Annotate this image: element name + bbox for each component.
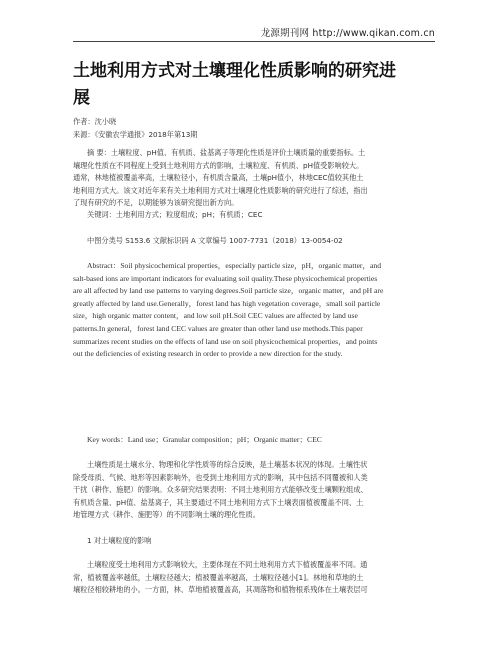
- body-paragraph-2: [73, 559, 435, 597]
- abstract-en-line: are all affected by land use patterns to varying degrees.Soil particle size，organic matter，and pH are: [73, 286, 384, 296]
- abstract-cn-line: 了现有研究的不足，以期能够为该研究提出新方向。: [73, 198, 239, 208]
- body-line: 土壤性质是土壤水分、物理和化学性质等的综合反映，是土壤基本状况的体现。土壤性状: [87, 460, 368, 469]
- section-heading: [73, 535, 435, 548]
- abstract-en-line: patterns.In general，forest land CEC values are greater than other land use methods.This paper: [73, 323, 363, 333]
- abstract-en: [73, 260, 435, 361]
- keywords-en-text: Key words：Land use；Granular composition；pH；Organic matter；CEC: [87, 435, 322, 444]
- body-line: 土壤粒度受土地利用方式影响较大，主要体现在不同土地利用方式下植被覆盖率不同。通: [87, 560, 368, 569]
- abstract-cn-line: 通常，林地植被覆盖率高，土壤粒径小，有机质含量高，土壤pH值小，林地CEC值较其他土: [73, 173, 364, 183]
- keywords-cn: [73, 209, 435, 222]
- abstract-en-line: out the deficiencies of existing research in order to provide a new direction for the study.: [73, 349, 343, 359]
- body-line: 除受母质、气候、地形等因素影响外，也受到土地利用方式的影响，其中包括不同覆被和人类: [73, 472, 368, 482]
- body-line: 常，植被覆盖率越低，土壤粒径越大；植被覆盖率越高，土壤粒径越小[1]。林地和草地的土: [73, 572, 364, 582]
- body-line: 干扰（耕作、施肥）的影响。众多研究结果表明：不同土地利用方式能够改变土壤颗粒组成、: [73, 485, 368, 495]
- keywords-en: [73, 434, 435, 447]
- abstract-cn: [73, 147, 435, 210]
- body-line: 有机质含量、pH值、盐基离子，其主要通过不同土地利用方式下土壤表面植被覆盖不同、土: [73, 497, 364, 507]
- abstract-en-line: greatly affected by land use.Generally，forest land has high vegetation coverage，small soil particle: [73, 298, 381, 308]
- body-line: 地管理方式（耕作、施肥等）的不同影响土壤的理化性质。: [73, 510, 260, 520]
- abstract-en-line: summarizes recent studies on the effects of land use on soil physicochemical properties，and points: [73, 336, 378, 346]
- abstract-en-line: Abstract：Soil physicochemical properties，especially particle size，pH，organic matter，and: [87, 261, 382, 270]
- author-line: 作者：沈小晓: [73, 117, 117, 126]
- title-line-1: 土地利用方式对土壤理化性质影响的研究进: [73, 61, 396, 81]
- abstract-cn-line: 摘 要：土壤粒度、pH值、有机质、盐基离子等理化性质是评价土壤质量的重要指标。土: [87, 148, 366, 157]
- abstract-en-line: size，high organic matter content，and low soil pH.Soil CEC values are affected by land use: [73, 311, 358, 321]
- classification-text: 中图分类号 S153.6 文献标识码 A 文章编号 1007-7731（2018）13-0054-02: [87, 236, 343, 245]
- body-line: 壤粒径相较耕地的小。一方面，林、草地植被覆盖高，其凋落物和植物根系残体在土壤表层可: [73, 585, 368, 595]
- section-heading-text: 1 对土壤粒度的影响: [87, 536, 152, 545]
- header-divider: [73, 41, 435, 42]
- article-title: [73, 58, 435, 112]
- source-line: 来源：《安徽农学通报》2018年第13期: [73, 130, 198, 139]
- abstract-cn-line: 壤理化性质在不同程度上受到土地利用方式的影响，土壤粒度、有机质、pH值受影响较大。: [73, 160, 364, 170]
- title-line-2: 展: [73, 88, 90, 108]
- site-header: 龙源期刊网 http://www.qikan.com.cn: [260, 28, 435, 39]
- classification-line: [73, 235, 435, 248]
- keywords-cn-text: 关键词：土地利用方式；粒度组成；pH；有机质；CEC: [87, 210, 263, 219]
- abstract-en-line: salt-based ions are important indicators for evaluating soil quality.These physicochemical properties: [73, 273, 378, 283]
- abstract-cn-line: 地利用方式大。该文对近年来有关土地利用方式对土壤理化性质影响的研究进行了综述，指出: [73, 185, 368, 195]
- body-paragraph-1: [73, 459, 435, 522]
